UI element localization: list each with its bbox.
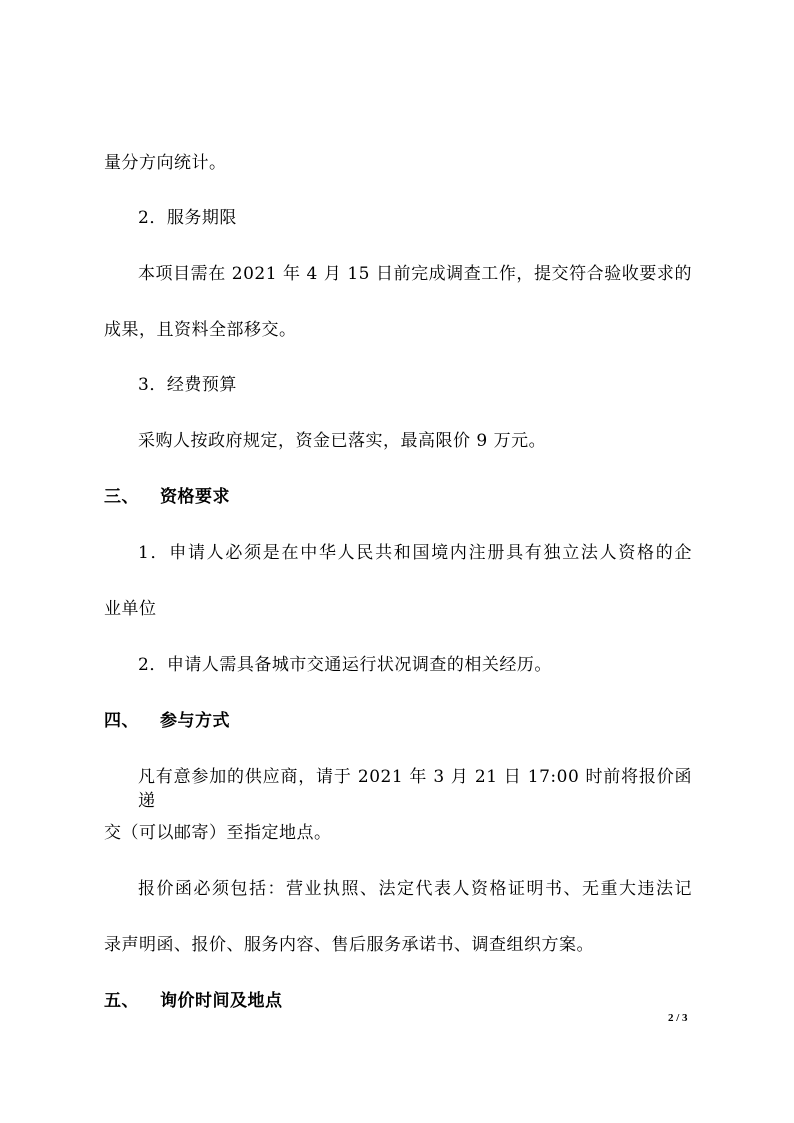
paragraph-line-9: 业单位 — [104, 599, 157, 619]
paragraph-line-10: 2．申请人需具备城市交通运行状况调查的相关经历。 — [138, 655, 552, 675]
section-heading-inquiry-time — [104, 989, 704, 1013]
page-number: 2 / 3 — [668, 1012, 688, 1024]
subsection-budget: 3．经费预算 — [138, 375, 237, 395]
paragraph-line-4: 成果，且资料全部移交。 — [104, 320, 297, 340]
paragraph-line-14: 报价函必须包括：营业执照、法定代表人资格证明书、无重大违法记 — [138, 879, 692, 899]
subsection-service-period: 2．服务期限 — [138, 208, 237, 228]
section-number: 四、 — [104, 711, 139, 731]
paragraph-line-6: 采购人按政府规定，资金已落实，最高限价 9 万元。 — [138, 431, 547, 451]
section-number: 三、 — [104, 487, 139, 507]
section-number: 五、 — [104, 991, 139, 1011]
paragraph-line-13: 交（可以邮寄）至指定地点。 — [104, 823, 332, 843]
paragraph-line-15: 录声明函、报价、服务内容、售后服务承诺书、调查组织方案。 — [104, 935, 594, 955]
section-title: 询价时间及地点 — [160, 991, 283, 1011]
paragraph-line-3: 本项目需在 2021 年 4 月 15 日前完成调查工作，提交符合验收要求的 — [138, 264, 692, 284]
section-heading-participation — [104, 709, 704, 733]
section-title: 参与方式 — [160, 711, 230, 731]
paragraph-line-12: 凡有意参加的供应商，请于 2021 年 3 月 21 日 17:00 时前将报价函递 — [138, 767, 692, 811]
paragraph-line-8: 1．申请人必须是在中华人民共和国境内注册具有独立法人资格的企 — [138, 543, 692, 563]
section-heading-qualification — [104, 485, 704, 509]
paragraph-line-1: 量分方向统计。 — [104, 153, 227, 173]
section-title: 资格要求 — [160, 487, 230, 507]
